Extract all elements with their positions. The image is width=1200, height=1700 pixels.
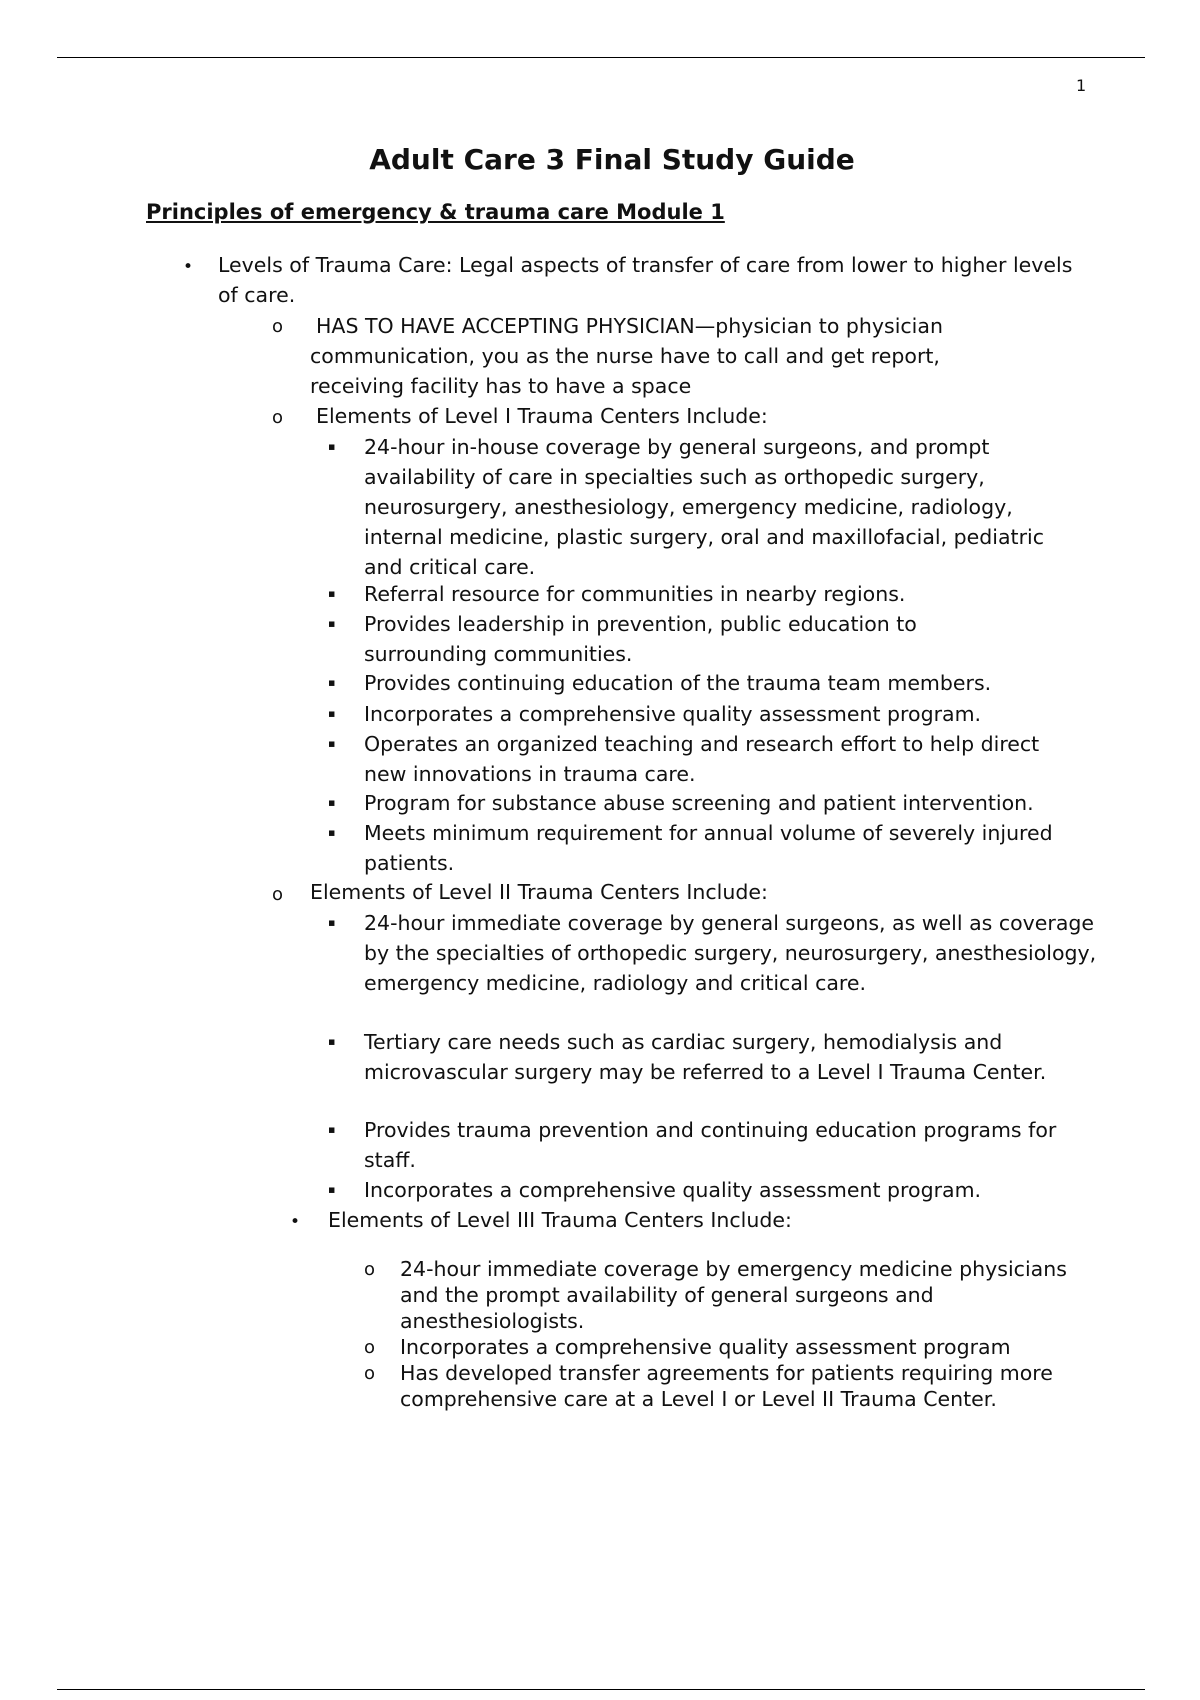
square-bullet-icon: ▪ <box>328 676 336 689</box>
levels-intro-text: Levels of Trauma Care: Legal aspects of transfer of care from lower to higher levels of care. <box>218 253 1073 307</box>
square-bullet-icon: ▪ <box>328 707 336 720</box>
section-heading: Principles of emergency & trauma care Module 1 <box>146 200 725 224</box>
level1-item: Incorporates a comprehensive quality assessment program. <box>364 702 982 726</box>
level1-item: Operates an organized teaching and research effort to help direct new innovations in trauma care. <box>364 732 1040 786</box>
disc-bullet-icon: • <box>290 1212 301 1232</box>
level2-item: 24-hour immediate coverage by general surgeons, as well as coverage by the specialties of orthopedic surgery, neurosurgery, anesthesiology, emergency medicine, radiology and critical care. <box>364 911 1097 995</box>
square-bullet-icon: ▪ <box>328 737 336 750</box>
square-bullet-icon: ▪ <box>328 440 336 453</box>
square-bullet-icon: ▪ <box>328 796 336 809</box>
level3-item: Has developed transfer agreements for patients requiring more comprehensive care at a Level I or Level II Trauma Center. <box>400 1361 1053 1411</box>
circle-bullet-icon: o <box>272 407 284 428</box>
square-bullet-icon: ▪ <box>328 1123 336 1136</box>
level2-item: Provides trauma prevention and continuing education programs for staff. <box>364 1118 1057 1172</box>
square-bullet-icon: ▪ <box>328 1183 336 1196</box>
circle-bullet-icon: o <box>364 1363 376 1384</box>
bottom-rule <box>57 1689 1145 1690</box>
square-bullet-icon: ▪ <box>328 617 336 630</box>
level2-heading: Elements of Level II Trauma Centers Include: <box>310 880 768 904</box>
document-title: Adult Care 3 Final Study Guide <box>369 143 855 176</box>
circle-bullet-icon: o <box>364 1259 376 1280</box>
square-bullet-icon: ▪ <box>328 916 336 929</box>
circle-bullet-icon: o <box>364 1337 376 1358</box>
level3-heading: Elements of Level III Trauma Centers Include: <box>328 1208 792 1232</box>
page-number: 1 <box>1076 76 1087 95</box>
square-bullet-icon: ▪ <box>328 1035 336 1048</box>
level1-item: Referral resource for communities in nearby regions. <box>364 582 906 606</box>
circle-bullet-icon: o <box>272 316 284 337</box>
level2-item: Incorporates a comprehensive quality assessment program. <box>364 1178 982 1202</box>
level1-item: Provides leadership in prevention, public education to surrounding communities. <box>364 612 917 666</box>
square-bullet-icon: ▪ <box>328 587 336 600</box>
disc-bullet-icon: • <box>183 257 194 277</box>
level3-item: Incorporates a comprehensive quality assessment program <box>400 1335 1011 1359</box>
circle-bullet-icon: o <box>272 884 284 905</box>
square-bullet-icon: ▪ <box>328 826 336 839</box>
level1-item: Meets minimum requirement for annual volume of severely injured patients. <box>364 821 1053 875</box>
level1-item: Program for substance abuse screening and patient intervention. <box>364 791 1034 815</box>
level1-heading: Elements of Level I Trauma Centers Include: <box>316 404 768 428</box>
top-rule <box>57 57 1145 58</box>
level1-item: Provides continuing education of the trauma team members. <box>364 671 992 695</box>
accepting-physician-text: HAS TO HAVE ACCEPTING PHYSICIAN—physician to physician communication, you as the nurse have to call and get report, receiving facility has to have a space <box>310 314 943 398</box>
level3-item: 24-hour immediate coverage by emergency medicine physicians and the prompt availability of general surgeons and anesthesiologists. <box>400 1257 1067 1333</box>
level1-item: 24-hour in-house coverage by general surgeons, and prompt availability of care in specialties such as orthopedic surgery, neurosurgery, anesthesiology, emergency medicine, radiology, internal medicine, plastic surgery, oral and maxillofacial, pediatric and critical care. <box>364 435 1044 579</box>
level2-item: Tertiary care needs such as cardiac surgery, hemodialysis and microvascular surgery may be referred to a Level I Trauma Center. <box>364 1030 1047 1084</box>
